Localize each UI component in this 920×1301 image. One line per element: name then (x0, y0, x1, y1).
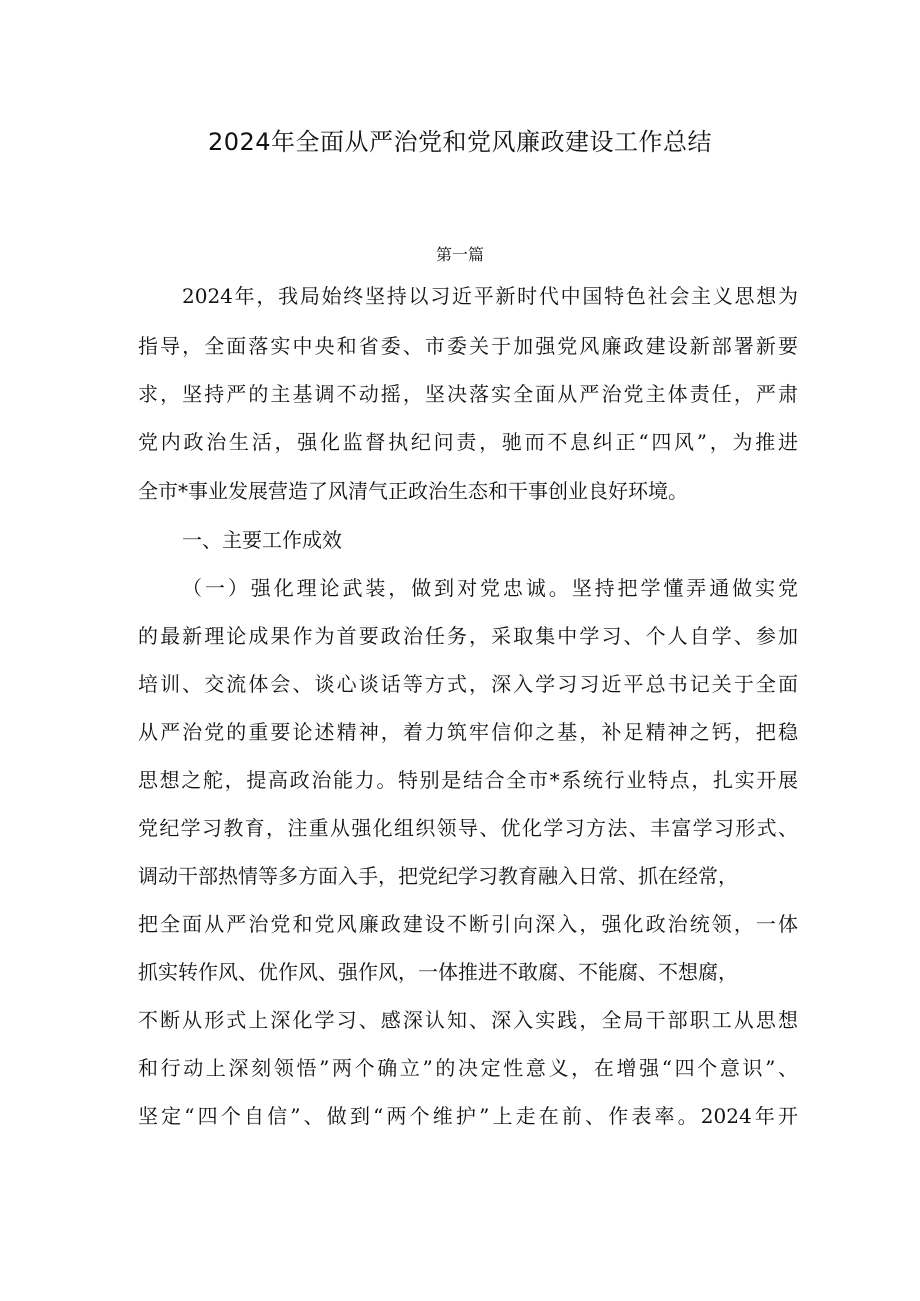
paragraph-line: 党内政治生活，强化监督执纪问责，驰而不息纠正“四风”，为推进 (138, 430, 798, 454)
section-heading: 一、主要工作成效 (182, 528, 342, 552)
paragraph-line: 思想之舵，提高政治能力。特别是结合全市*系统行业特点，扎实开展 (138, 768, 798, 792)
paragraph-line: 从严治党的重要论述精神，着力筑牢信仰之基，补足精神之钙，把稳 (138, 720, 798, 744)
paragraph-line: （一）强化理论武装，做到对党忠诚。坚持把学懂弄通做实党 (182, 576, 798, 600)
paragraph-line: 求，坚持严的主基调不动摇，坚决落实全面从严治党主体责任，严肃 (138, 382, 798, 406)
paragraph-line: 的最新理论成果作为首要政治任务，采取集中学习、个人自学、参加 (138, 624, 798, 648)
paragraph-line: 全市*事业发展营造了风清气正政治生态和干事创业良好环境。 (138, 479, 688, 503)
document-title: 2024年全面从严治党和党风廉政建设工作总结 (207, 128, 713, 156)
paragraph-line: 2024年，我局始终坚持以习近平新时代中国特色社会主义思想为 (182, 284, 798, 308)
paragraph-line: 把全面从严治党和党风廉政建设不断引向深入，强化政治统领，一体 (138, 912, 798, 936)
paragraph-line: 抓实转作风、优作风、强作风，一体推进不敢腐、不能腐、不想腐， (138, 960, 738, 984)
paragraph-line: 指导，全面落实中央和省委、市委关于加强党风廉政建设新部署新要 (138, 334, 798, 358)
paragraph-line: 调动干部热情等多方面入手，把党纪学习教育融入日常、抓在经常， (138, 864, 738, 888)
paragraph-line: 坚定“四个自信”、做到“两个维护”上走在前、作表率。2024年开 (138, 1104, 798, 1128)
paragraph-line: 和行动上深刻领悟”两个确立”的决定性意义，在增强“四个意识”、 (138, 1056, 798, 1080)
paragraph-line: 培训、交流体会、谈心谈话等方式，深入学习习近平总书记关于全面 (138, 672, 798, 696)
paragraph-line: 党纪学习教育，注重从强化组织领导、优化学习方法、丰富学习形式、 (138, 816, 798, 840)
section-label: 第一篇 (435, 245, 484, 264)
paragraph-line: 不断从形式上深化学习、感深认知、深入实践，全局干部职工从思想 (138, 1008, 798, 1032)
